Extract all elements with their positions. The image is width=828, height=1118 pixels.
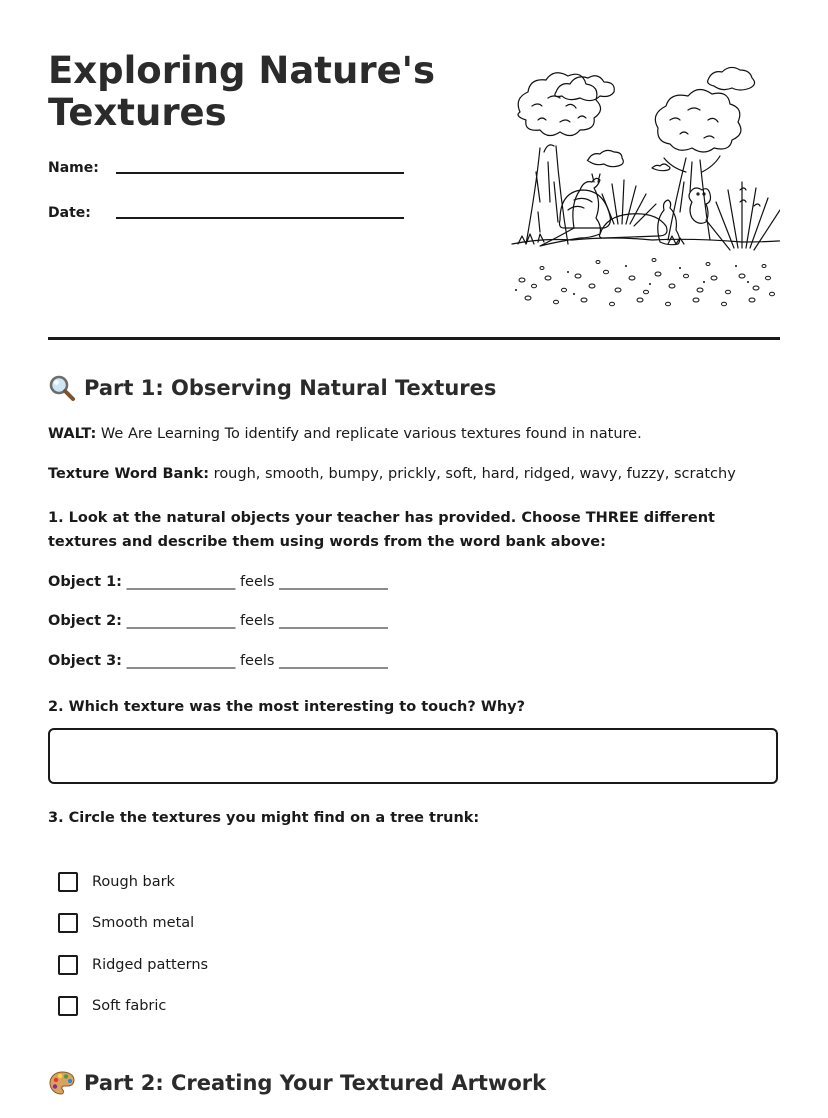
object-1-label: Object 1: xyxy=(48,574,122,590)
word-bank-text: rough, smooth, bumpy, prickly, soft, hard, ridged, wavy, fuzzy, scratchy xyxy=(209,466,736,482)
question-2: 2. Which texture was the most interesting to touch? Why? xyxy=(48,699,526,715)
option-smooth-metal[interactable] xyxy=(58,913,194,933)
checkbox[interactable] xyxy=(58,872,78,892)
checkbox[interactable] xyxy=(58,996,78,1016)
section-divider xyxy=(48,337,780,340)
artist-palette-icon xyxy=(48,1069,76,1097)
walt-statement xyxy=(48,422,780,446)
name-field[interactable] xyxy=(48,160,99,176)
name-line[interactable] xyxy=(116,172,404,174)
part1-heading-text: Part 1: Observing Natural Textures xyxy=(84,376,497,400)
checkbox[interactable] xyxy=(58,913,78,933)
name-label: Name: xyxy=(48,160,99,176)
worksheet-title: Exploring Nature's Textures xyxy=(48,49,436,134)
date-field[interactable] xyxy=(48,205,91,221)
object-2-label: Object 2: xyxy=(48,613,122,629)
object-1-blanks[interactable]: _______________ feels _______________ xyxy=(121,574,388,590)
checkbox[interactable] xyxy=(58,955,78,975)
option-ridged-patterns[interactable] xyxy=(58,955,208,975)
object-3-row[interactable] xyxy=(48,653,388,669)
magnifying-glass-icon xyxy=(48,374,76,402)
option-label: Ridged patterns xyxy=(92,957,209,973)
object-3-label: Object 3: xyxy=(48,653,122,669)
nature-scene-illustration xyxy=(508,62,780,312)
object-3-blanks[interactable]: _______________ feels _______________ xyxy=(121,653,388,669)
date-label: Date: xyxy=(48,205,91,221)
word-bank-label: Texture Word Bank: xyxy=(48,466,210,482)
part2-heading xyxy=(48,1069,546,1097)
question-2-answer-box[interactable] xyxy=(48,728,778,784)
walt-text: We Are Learning To identify and replicate various textures found in nature. xyxy=(96,426,642,442)
object-2-blanks[interactable]: _______________ feels _______________ xyxy=(121,613,388,629)
option-label: Smooth metal xyxy=(92,915,195,931)
option-soft-fabric[interactable] xyxy=(58,996,166,1016)
object-2-row[interactable] xyxy=(48,613,388,629)
option-label: Soft fabric xyxy=(92,998,167,1014)
date-line[interactable] xyxy=(116,217,404,219)
question-3: 3. Circle the textures you might find on a tree trunk: xyxy=(48,810,480,826)
part1-heading xyxy=(48,374,496,402)
option-label: Rough bark xyxy=(92,874,175,890)
walt-label: WALT: xyxy=(48,426,97,442)
option-rough-bark[interactable] xyxy=(58,872,175,892)
word-bank xyxy=(48,462,780,486)
object-1-row[interactable] xyxy=(48,574,388,590)
part2-heading-text: Part 2: Creating Your Textured Artwork xyxy=(84,1071,547,1095)
question-1: 1. Look at the natural objects your teacher has provided. Choose THREE different textures and describe them using words from the word bank above: xyxy=(48,510,715,550)
